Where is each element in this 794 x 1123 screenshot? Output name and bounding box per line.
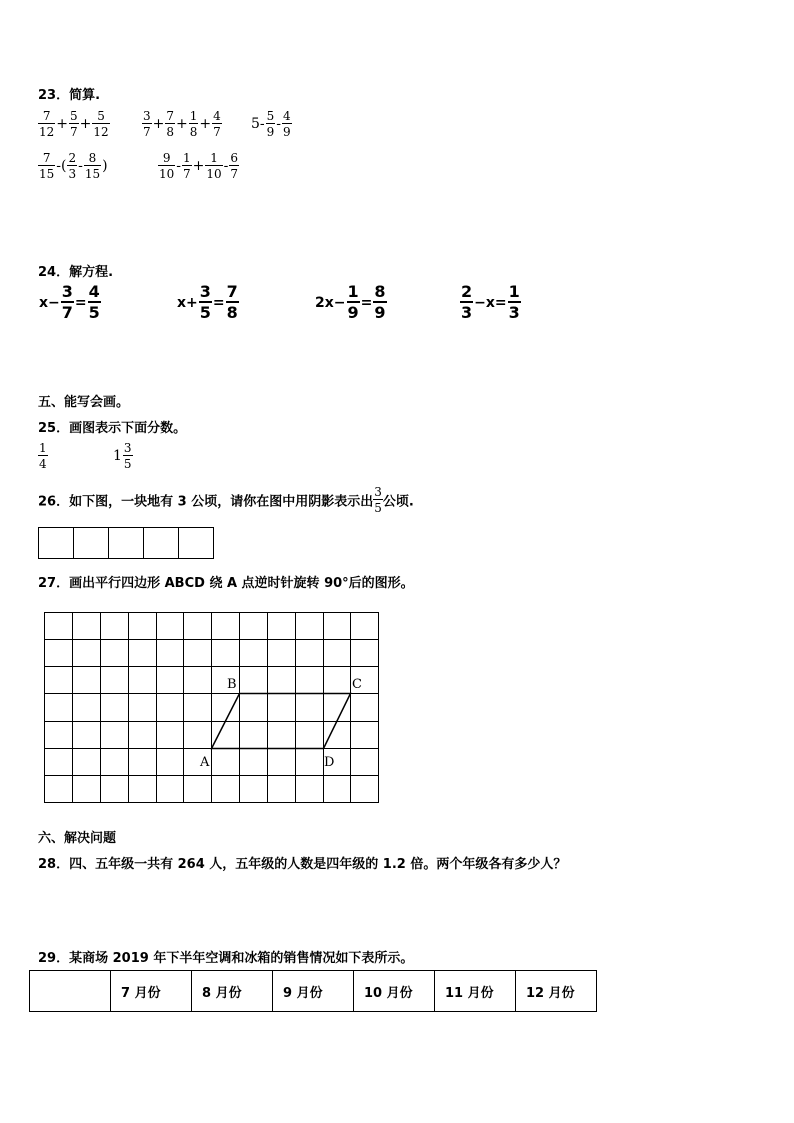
- strip-cell[interactable]: [39, 528, 74, 559]
- fraction: $\frac{7}{15}$: [39, 151, 55, 181]
- table-header-cell: [30, 971, 111, 1012]
- fraction: $\frac{7}{8}$: [226, 282, 238, 322]
- vertex-label-a: A: [200, 755, 210, 770]
- q29-sales-table: [29, 970, 597, 1012]
- fraction: $\frac{4}{5}$: [88, 282, 100, 322]
- q24-title: 24．解方程.: [38, 265, 114, 280]
- strip-cell[interactable]: [109, 528, 144, 559]
- q24-equation-1: x− $\frac{3}{7}$ = $\frac{4}{5}$: [39, 282, 100, 322]
- fraction: $\frac{8}{9}$: [374, 282, 386, 322]
- q23-expr-1: $\frac{7}{12}$ + $\frac{5}{7}$ + $\frac{5}{12}$: [39, 109, 109, 139]
- strip-cell[interactable]: [179, 528, 214, 559]
- q27-title: 27．画出平行四边形 ABCD 绕 A 点逆时针旋转 90°后的图形。: [38, 576, 414, 591]
- table-header-cell: 8 月份: [192, 971, 273, 1012]
- q23-expr-5: $\frac{9}{10}$ - $\frac{1}{7}$ + $\frac{1}{10}$ - $\frac{6}{7}$: [159, 151, 239, 181]
- fraction: $\frac{4}{9}$: [283, 109, 291, 139]
- fraction: $\frac{5}{12}$: [93, 109, 109, 139]
- section-6-heading: 六、解决问题: [38, 831, 117, 846]
- q26-prompt: [38, 486, 414, 514]
- q27-grid-figure[interactable]: [0, 600, 400, 810]
- table-header-cell: 9 月份: [273, 971, 354, 1012]
- fraction: $\frac{3}{7}$: [143, 109, 151, 139]
- fraction: $\frac{1}{8}$: [189, 109, 198, 139]
- q25-fraction-b: 1 $\frac{3}{5}$: [113, 441, 132, 471]
- table-header-cell: 7 月份: [111, 971, 192, 1012]
- table-header-cell: 11 月份: [435, 971, 516, 1012]
- q23-expr-4: $\frac{7}{15}$ -( $\frac{2}{3}$ - $\frac{8}{15}$ ): [39, 151, 108, 181]
- fraction: $\frac{5}{9}$: [266, 109, 275, 139]
- fraction: $\frac{2}{3}$: [461, 282, 473, 322]
- q23-title: 23．简算.: [38, 88, 101, 103]
- q29-title: 29．某商场 2019 年下半年空调和冰箱的销售情况如下表所示。: [38, 951, 414, 966]
- fraction: $\frac{9}{10}$: [159, 151, 175, 181]
- q24-equation-3: 2x− $\frac{1}{9}$ = $\frac{8}{9}$: [315, 282, 386, 322]
- fraction: $\frac{8}{15}$: [84, 151, 101, 181]
- table-header-row: [30, 971, 597, 1012]
- fraction: $\frac{3}{7}$: [61, 282, 73, 322]
- fraction: $\frac{6}{7}$: [230, 151, 239, 181]
- fraction: $\frac{3}{5}$: [199, 282, 211, 322]
- vertex-label-c: C: [352, 677, 362, 692]
- q26-text-after: 公顷.: [382, 494, 414, 510]
- q23-expr-3: 5- $\frac{5}{9}$ - $\frac{4}{9}$: [251, 109, 291, 139]
- q24-equation-2: x+ $\frac{3}{5}$ = $\frac{7}{8}$: [177, 282, 238, 322]
- table-header-cell: 12 月份: [516, 971, 597, 1012]
- fraction: $\frac{1}{3}$: [508, 282, 520, 322]
- strip-cell[interactable]: [74, 528, 109, 559]
- fraction: $\frac{7}{12}$: [39, 109, 55, 139]
- vertex-label-d: D: [324, 755, 335, 770]
- fraction: $\frac{4}{7}$: [213, 109, 221, 139]
- fraction: $\frac{5}{7}$: [70, 109, 78, 139]
- fraction: $\frac{1}{10}$: [206, 151, 222, 181]
- fraction: $\frac{1}{9}$: [347, 282, 359, 322]
- q25-title: 25．画图表示下面分数。: [38, 421, 187, 436]
- q27-grid: [45, 613, 379, 803]
- fraction: $\frac{1}{4}$: [39, 441, 47, 471]
- fraction: $\frac{3}{5}$: [374, 485, 382, 515]
- vertex-label-b: B: [227, 677, 237, 692]
- strip-cell[interactable]: [144, 528, 179, 559]
- fraction: $\frac{1}{7}$: [183, 151, 191, 181]
- q28-text: 28．四、五年级一共有 264 人，五年级的人数是四年级的 1.2 倍。两个年级各有多少人？: [38, 857, 567, 872]
- fraction: $\frac{7}{8}$: [166, 109, 175, 139]
- q25-fraction-a: [38, 442, 48, 470]
- q23-expr-2: $\frac{3}{7}$ + $\frac{7}{8}$ + $\frac{1}{8}$ + $\frac{4}{7}$: [143, 109, 221, 139]
- q26-text-before: 26．如下图，一块地有 3 公顷，请你在图中用阴影表示出: [38, 494, 374, 510]
- section-5-heading: 五、能写会画。: [38, 395, 130, 410]
- fraction: $\frac{3}{5}$: [123, 441, 132, 471]
- q26-land-strip[interactable]: [38, 527, 214, 559]
- fraction: $\frac{2}{3}$: [68, 151, 77, 181]
- table-header-cell: 10 月份: [354, 971, 435, 1012]
- q24-equation-4: $\frac{2}{3}$ −x= $\frac{1}{3}$: [461, 282, 520, 322]
